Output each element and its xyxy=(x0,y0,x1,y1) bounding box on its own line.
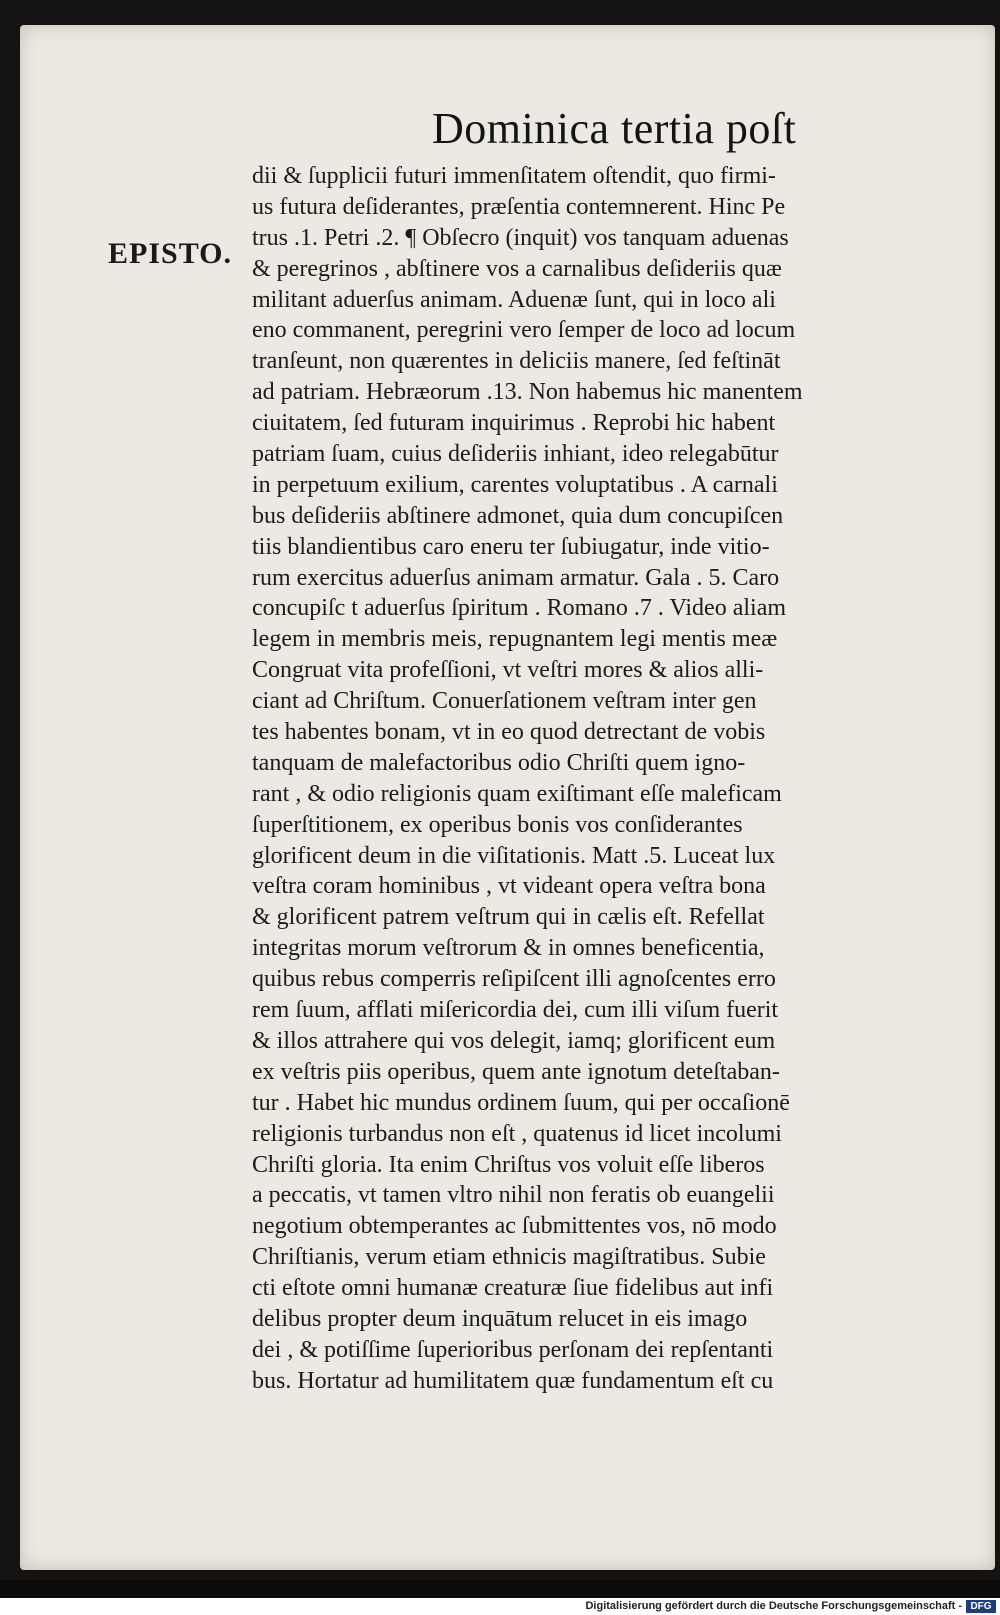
text-line: patriam ſuam, cuius deſideriis inhiant, ideo relegabūtur xyxy=(252,441,779,468)
text-line: concupiſc t aduerſus ſpiritum . Romano .7 . Video aliam xyxy=(252,595,787,622)
text-line: us futura deſiderantes, præſentia contemnerent. Hinc Pe xyxy=(252,193,786,220)
text-line: quibus rebus comperris reſipiſcent illi agnoſcentes erro xyxy=(252,966,776,993)
text-line: ex veſtris piis operibus, quem ante ignotum deteſtaban- xyxy=(252,1058,780,1085)
text-line: negotium obtemperantes ac ſubmittentes vos, nō modo xyxy=(252,1213,777,1240)
text-line: integritas morum veſtrorum & in omnes beneficentia, xyxy=(252,935,765,962)
text-line: dii & ſupplicii futuri immenſitatem oſtendit, quo firmi- xyxy=(252,163,776,189)
text-line: tes habentes bonam, vt in eo quod detrectant de vobis xyxy=(252,719,766,746)
digitization-footer xyxy=(0,1598,1000,1615)
text-line: a peccatis, vt tamen vltro nihil non feratis ob euangelii xyxy=(252,1182,775,1209)
text-line: Congruat vita profeſſioni, vt veſtri mores & alios alli- xyxy=(252,657,764,684)
text-line: bus. Hortatur ad humilitatem quæ fundamentum eſt cu xyxy=(252,1367,774,1394)
text-line: ad patriam. Hebræorum .13. Non habemus hic manentem xyxy=(252,379,803,406)
text-line: legem in membris meis, repugnantem legi mentis meæ xyxy=(252,626,778,653)
text-line: veſtra coram hominibus , vt videant opera veſtra bona xyxy=(252,873,766,900)
text-line: dei , & potiſſime ſuperioribus perſonam dei repſentanti xyxy=(252,1336,774,1363)
text-line: tanquam de malefactoribus odio Chriſti quem igno- xyxy=(252,749,746,776)
text-line: in perpetuum exilium, carentes voluptatibus . A carnali xyxy=(252,471,778,498)
text-line: ciant ad Chriſtum. Conuerſationem veſtram inter gen xyxy=(252,688,757,715)
text-line: rem ſuum, afflati miſericordia dei, cum illi viſum fuerit xyxy=(252,997,779,1024)
text-line: cti eſtote omni humanæ creaturæ ſiue fidelibus aut infi xyxy=(252,1275,774,1302)
text-line: eno commanent, peregrini vero ſemper de loco ad locum xyxy=(252,317,796,344)
text-line: Chriſti gloria. Ita enim Chriſtus vos voluit eſſe liberos xyxy=(252,1151,765,1178)
text-line: tur . Habet hic mundus ordinem ſuum, qui per occaſionē xyxy=(252,1089,790,1116)
footer-credit: Digitalisierung gefördert durch die Deutsche Forschungsgemeinschaft - xyxy=(585,1600,962,1612)
dfg-logo: DFG xyxy=(966,1600,996,1613)
text-line: Chriſtianis, verum etiam ethnicis magiſtratibus. Subie xyxy=(252,1244,766,1271)
text-line: ſuperſtitionem, ex operibus bonis vos conſiderantes xyxy=(252,811,743,838)
text-line: rant , & odio religionis quam exiſtimant eſſe maleficam xyxy=(252,780,782,807)
text-line: tranſeunt, non quærentes in deliciis manere, ſed feſtināt xyxy=(252,348,781,375)
text-line: & peregrinos , abſtinere vos a carnalibus deſideriis quæ xyxy=(252,255,782,282)
text-line: delibus propter deum inquātum relucet in eis imago xyxy=(252,1305,748,1332)
text-line: trus .1. Petri .2. ¶ Obſecro (inquit) vos tanquam aduenas xyxy=(252,224,789,251)
text-line: religionis turbandus non eſt , quatenus id licet incolumi xyxy=(252,1120,782,1147)
text-line: & illos attrahere qui vos delegit, iamq; glorificent eum xyxy=(252,1027,776,1054)
text-line: tiis blandientibus caro eneru ter ſubiugatur, inde vitio- xyxy=(252,533,770,560)
body-text xyxy=(252,161,952,1397)
running-header: Dominica tertia poſt xyxy=(432,104,797,153)
text-line: militant aduerſus animam. Aduenæ ſunt, qui in loco ali xyxy=(252,286,776,313)
text-line: rum exercitus aduerſus animam armatur. Gala . 5. Caro xyxy=(252,564,780,591)
text-line: & glorificent patrem veſtrum qui in cælis eſt. Refellat xyxy=(252,904,765,931)
text-line: glorificent deum in die viſitationis. Matt .5. Luceat lux xyxy=(252,842,776,869)
book-page xyxy=(20,25,995,1570)
text-line: ciuitatem, ſed futuram inquirimus . Reprobi hic habent xyxy=(252,410,776,437)
text-line: bus deſideriis abſtinere admonet, quia dum concupiſcen xyxy=(252,502,784,529)
marginal-note: EPISTO. xyxy=(108,237,232,270)
